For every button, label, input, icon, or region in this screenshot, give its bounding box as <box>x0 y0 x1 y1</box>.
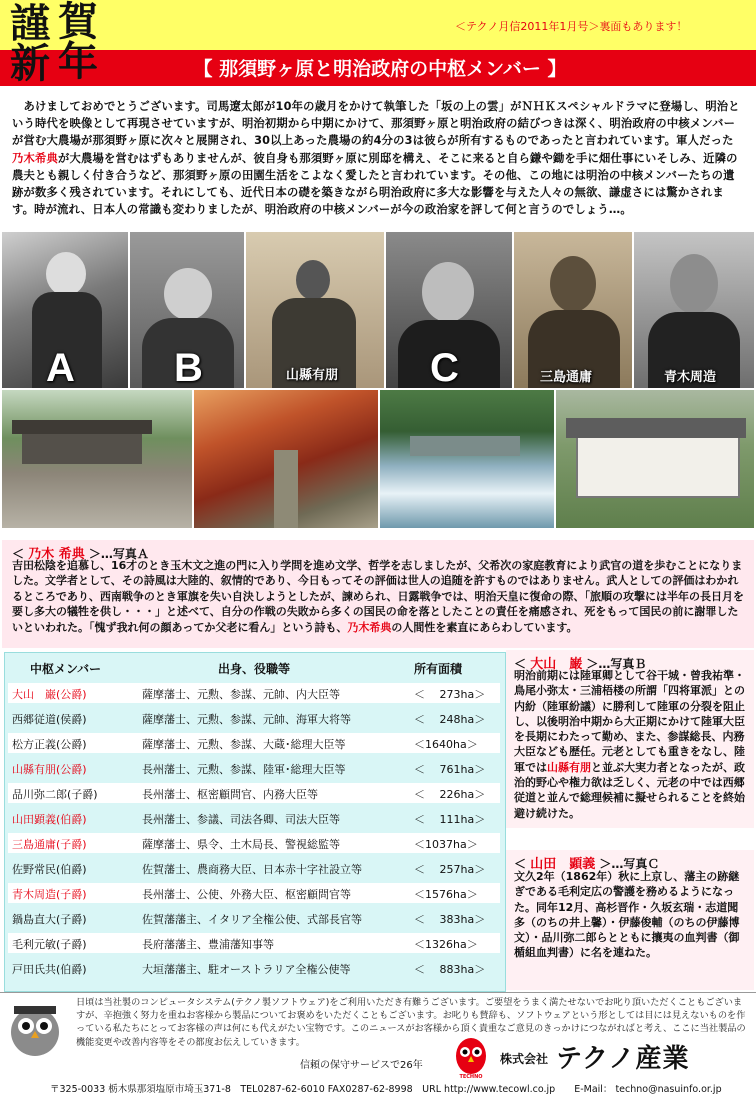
nogi-open: ＜ <box>12 547 29 561</box>
photo-portrait-yamagata <box>246 232 384 388</box>
member-name: 山縣有朋(公爵) <box>12 763 87 776</box>
oyama-photo-ref: ＞…写真Ｂ <box>582 657 647 671</box>
oyama-text-1: 明治前期には陸軍卿として谷干城・曾我祐準・鳥尾小弥太・三浦梧楼の所謂「四将軍派」との内紛（陸軍紛議）に勝利して陸軍の分裂を阻止し、以後明治中期から大正期にかけて陸軍大臣を長期にわたって勤め、また、参謀総長、内務大臣なども歴任。元老としても重きをなし、陸軍では <box>514 669 745 774</box>
member-position: 長州藩士、参議、司法各卿、司法大臣等 <box>142 813 340 826</box>
member-name: 鍋島直大(子爵) <box>12 913 87 926</box>
member-area: ＜1640ha＞ <box>414 738 478 751</box>
photo-label-yamagata: 山縣有朋 <box>286 368 339 383</box>
table-row <box>10 907 502 929</box>
member-area: ＜ 257ha＞ <box>414 863 486 876</box>
member-area: ＜ 761ha＞ <box>414 763 486 776</box>
table-row <box>10 957 502 979</box>
footer-divider <box>0 992 756 993</box>
member-name: 松方正義(公爵) <box>12 738 87 751</box>
intro-paragraph <box>12 98 744 218</box>
member-position: 佐賀藩士、農商務大臣、日本赤十字社設立等 <box>142 863 362 876</box>
nogi-text-2: の人間性を素直にあらわしています。 <box>391 620 578 634</box>
table-row <box>10 882 502 904</box>
table-row <box>10 782 502 804</box>
table-row <box>10 932 502 954</box>
yamada-photo-ref: ＞…写真Ｃ <box>595 857 660 871</box>
page-title: 【 那須野ヶ原と明治政府の中枢メンバー 】 <box>193 58 567 80</box>
oyama-highlight: 山縣有朋 <box>547 760 591 774</box>
photo-portrait-mishima <box>514 232 632 388</box>
member-name: 三島通庸(子爵) <box>12 838 87 851</box>
photo-label-c: C <box>430 346 459 388</box>
techno-logo-icon <box>454 1036 488 1080</box>
member-position: 長州藩士、元勲、参謀、陸軍･総理大臣等 <box>142 763 346 776</box>
table-row <box>10 807 502 829</box>
table-header-area: 所有面積 <box>414 662 463 676</box>
nogi-highlight: 乃木希典 <box>347 620 392 634</box>
yamada-biography: 文久2年（1862年）秋に上京し、藩主の跡継ぎである毛利定広の警護を務めるようになった。同年12月、高杉晋作・久坂玄瑞・志道聞多（のちの井上馨）・伊藤俊輔（のちの伊藤博文）・品川弥二郎らとともに攘夷の血判書（御楯組血判書）に名を連ねた。 <box>514 870 740 960</box>
photo-villa <box>556 390 754 528</box>
greeting-char-1: 謹 <box>10 0 50 47</box>
member-name: 佐野常民(伯爵) <box>12 863 87 876</box>
member-position: 長州藩士、枢密顧問官、内務大臣等 <box>142 788 318 801</box>
photo-portrait-aoki <box>634 232 754 388</box>
member-area: ＜1576ha＞ <box>414 888 478 901</box>
intro-text-1: あけましておめでとうございます。司馬遼太郎が10年の歳月をかけて執筆した「坂の上の雲」がＮＨＫスペシャルドラマに登場し、明治という時代を映像として再現させていますが、明治初期から中期にかけて、那須野ヶ原と明治政府の結びつきは深く、明治政府の中核メンバーが営む大農場が那須野ヶ原に次々と展開され、30以上あった農場の約4分の3は彼らが所有するものであったと言われています。軍人だった <box>12 100 740 148</box>
photo-label-a: A <box>46 346 75 388</box>
nogi-text-1: 吉田松陰を追慕し、16才のとき玉木文之進の門に入り学問を進め文学、哲学を志しましたが、父希次の家庭教育により武官の道を歩むことになりました。文学者として、その詩風は大陸的、叙情的であり、今日もってその評価は世人の追随を許すものではありません。武人としての評価はわかれるところであり、西南戦争のとき軍旗を失い自決しようとしたが、諫められ、日露戦争では、明治天皇に復命の際、「旅順の攻撃には半年の長日月を要し多大の犠牲を供し・・・」と述べて、自分の作戦の失敗から多くの国民の命を落としたことの責任を痛感され、死をもって国民の前に謝罪したいといわれた。「愧ず我れ何の顔あってか父老に看ん」という詩も、 <box>12 559 745 634</box>
photo-label-b: B <box>174 346 203 388</box>
member-position: 薩摩藩士、元勲、参謀、元帥、海軍大将等 <box>142 713 351 726</box>
issue-note: ＜テクノ月信2011年1月号＞裏面もあります！ <box>455 20 688 33</box>
photo-portrait-b <box>130 232 244 388</box>
member-name: 戸田氏共(伯爵) <box>12 963 87 976</box>
photo-portrait-c <box>386 232 512 388</box>
member-area: ＜ 111ha＞ <box>414 813 486 826</box>
company-name: テクノ産業 <box>556 1044 690 1074</box>
member-name: 青木周造(子爵) <box>12 888 87 901</box>
table-header-member: 中枢メンバー <box>30 662 102 676</box>
member-name: 山田顕義(伯爵) <box>12 813 87 826</box>
member-area: ＜ 248ha＞ <box>414 713 486 726</box>
member-position: 薩摩藩士、元勲、参謀、元帥、内大臣等 <box>142 688 340 701</box>
member-position: 佐賀藩藩主、イタリア全権公使、式部長官等 <box>142 913 362 926</box>
table-row <box>10 757 502 779</box>
member-area: ＜1326ha＞ <box>414 938 478 951</box>
member-position: 薩摩藩士、元勲、参謀、大蔵･総理大臣等 <box>142 738 346 751</box>
company-address: 〒325-0033 栃木県那須塩原市埼玉371-8 TEL0287-62-6010 FAX0287-62-8998 URL http://www.tecowl.co.jp E-Mail： techno@nasuinfo.or.jp <box>50 1084 722 1095</box>
nogi-name: 乃木 希典 <box>28 547 85 562</box>
greeting-char-3: 新 <box>10 40 50 87</box>
member-area: ＜1037ha＞ <box>414 838 478 851</box>
oyama-biography <box>514 668 748 821</box>
photo-label-aoki: 青木周造 <box>664 370 717 385</box>
new-year-greeting <box>6 2 126 86</box>
member-position: 長府藩藩主、豊浦藩知事等 <box>142 938 274 951</box>
table-row <box>10 832 502 854</box>
member-name: 品川弥二郎(子爵) <box>12 788 98 801</box>
company-prefix: 株式会社 <box>500 1052 549 1066</box>
yamada-open: ＜ <box>514 857 531 871</box>
greeting-char-2: 賀 <box>58 0 98 45</box>
member-name: 西郷従道(侯爵) <box>12 713 87 726</box>
service-tagline: 信頼の保守サービスで26年 <box>300 1060 423 1071</box>
nogi-photo-ref: ＞…写真Ａ <box>84 547 149 561</box>
greeting-char-4: 年 <box>58 38 98 85</box>
member-area: ＜ 226ha＞ <box>414 788 486 801</box>
nogi-biography <box>12 558 748 635</box>
member-position: 長州藩士、公使、外務大臣、枢密顧問官等 <box>142 888 351 901</box>
member-position: 大垣藩藩主、駐オーストラリア全権公使等 <box>142 963 351 976</box>
intro-highlight-nogi: 乃木希典 <box>12 151 58 165</box>
member-position: 薩摩藩士、県令、土木局長、警視総監等 <box>142 838 340 851</box>
table-row <box>10 682 502 704</box>
footer-message: 日頃は当社製のコンピュータシステム(テクノ製ソフトウェア)をご利用いただき有難うございます。ご要望をうまく満たせないでお叱り頂いただくこともございますが、辛抱強く努力を重ねお客様から製品についてお褒めをいただくこともございます。お叱りも賛辞も、ソフトウェアという形としては目には見えないものを作っている私たちにとってお客様の声は何にも代えがたい宝物です。このニュースがお客様から頂く貴重なご意見のきっかけにつながればと考え、ここに当社製品の機能変更や改善内容等をその都度お伝えしていきます。 <box>76 997 746 1048</box>
mascot-owl-icon <box>4 998 66 1060</box>
table-row <box>10 707 502 729</box>
photo-autumn-trees <box>194 390 378 528</box>
photo-label-mishima: 三島通庸 <box>540 370 593 385</box>
oyama-text-2: と並ぶ大実力者となったが、政治的野心や権力欲は乏しく、元老の中では西郷従道と並んで総理候補に擬せられることを終始避け続けた。 <box>514 760 745 820</box>
table-row <box>10 857 502 879</box>
intro-text-2: が大農場を営むはずもありませんが、彼自身も那須野ヶ原に別邸を構え、そこに来ると自ら鎌や鋤を手に畑仕事にいそしみ、近隣の農夫とも親しく付き合うなど、那須野ヶ原の田園生活をこよなく愛したと言われています。その他、この地には明治の中核メンバーたちの遺跡が数多く残されています。それにしても、近代日本の礎を築きながら明治政府に多大な影響を与えた人々の無欲、謙虚さには驚かされます。時が流れ、日本人の常識も変わりましたが、明治政府の中核メンバーが今の政治家を評して何と言うのでしょう…。 <box>12 151 738 217</box>
table-row <box>10 732 502 754</box>
member-name: 毛利元敏(子爵) <box>12 938 87 951</box>
oyama-open: ＜ <box>514 657 531 671</box>
yamada-name: 山田 顕義 <box>530 857 596 872</box>
techno-logo-text: TECHNO <box>459 1074 483 1080</box>
member-area: ＜ 273ha＞ <box>414 688 486 701</box>
photo-portrait-a <box>2 232 128 388</box>
member-area: ＜ 383ha＞ <box>414 913 486 926</box>
member-area: ＜ 883ha＞ <box>414 963 486 976</box>
oyama-name: 大山 巌 <box>530 657 583 672</box>
photo-waterfall-weir <box>380 390 554 528</box>
table-header-position: 出身、役職等 <box>218 662 291 676</box>
photo-shrine <box>2 390 192 528</box>
member-name: 大山 巌(公爵) <box>12 688 87 701</box>
